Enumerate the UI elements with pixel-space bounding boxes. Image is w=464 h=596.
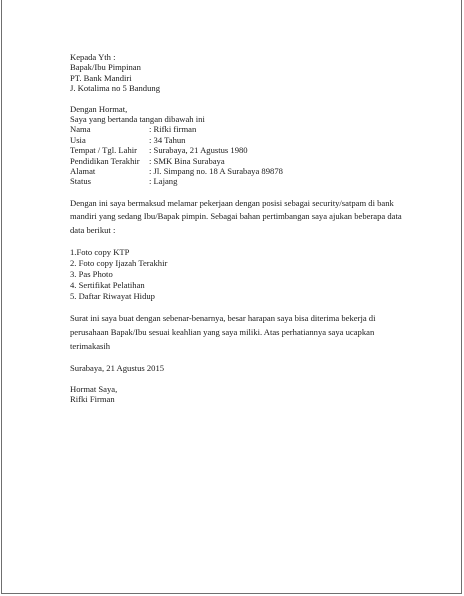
identity-value: : 34 Tahun [149,134,186,145]
identity-label: Status [70,176,92,187]
identity-row-age [70,135,410,145]
identity-row-birth [70,145,410,155]
identity-label: Tempat / Tgl. Lahir [70,145,138,156]
identity-value: : Lajang [149,176,178,187]
identity-label: Usia [70,134,86,145]
identity-row-address [70,166,410,176]
closing-paragraph: Surat ini saya buat dengan sebenar-benarnya, besar harapan saya bisa diterima bekerja di perusahaan Bapak/Ibu sesuai keahlian yang saya miliki. Atas perhatiannya saya ucapkan terimakasih [70,313,376,351]
place-date: Surabaya, 21 Agustus 2015 [70,363,165,374]
list-item: 5. Daftar Riwayat Hidup [70,291,155,302]
recipient-block [70,52,410,94]
identity-row-name [70,124,410,134]
body-paragraph: Dengan ini saya bermaksud melamar pekerjaan dengan posisi sebagai security/satpam di bank mandiri yang sedang Ibu/Bapak pimpin. Sebagai bahan pertimbangan saya ajukan beberapa data data berikut : [70,197,402,235]
signoff: Hormat Saya, [70,383,118,394]
recipient-line: Bapak/Ibu Pimpinan [70,62,141,73]
attachment-list [70,247,410,302]
list-item: 4. Sertifikat Pelatihan [70,280,145,291]
identity-label: Nama [70,124,91,135]
signer-name: Rifki Firman [70,394,115,405]
list-item: 2. Foto copy Ijazah Terakhir [70,258,168,269]
identity-row-status [70,176,410,186]
identity-row-education [70,156,410,166]
identity-label: Pendidikan Terakhir [70,155,140,166]
identity-value: : Rifki firman [149,124,197,135]
greeting: Dengan Hormat, [70,103,128,114]
identity-value: : SMK Bina Surabaya [149,155,225,166]
identity-block [70,124,410,186]
recipient-line: J. Kotalima no 5 Bandung [70,83,160,94]
intro-line: Saya yang bertanda tangan dibawah ini [70,113,205,124]
identity-label: Alamat [70,165,96,176]
letter-content [70,52,410,404]
list-item: 3. Pas Photo [70,269,113,280]
list-item: 1.Foto copy KTP [70,247,130,258]
recipient-line: Kepada Yth : [70,52,116,62]
recipient-line: PT. Bank Mandiri [70,72,132,83]
identity-value: : Jl. Simpang no. 18 A Surabaya 89878 [149,165,283,176]
identity-value: : Surabaya, 21 Agustus 1980 [149,145,248,156]
